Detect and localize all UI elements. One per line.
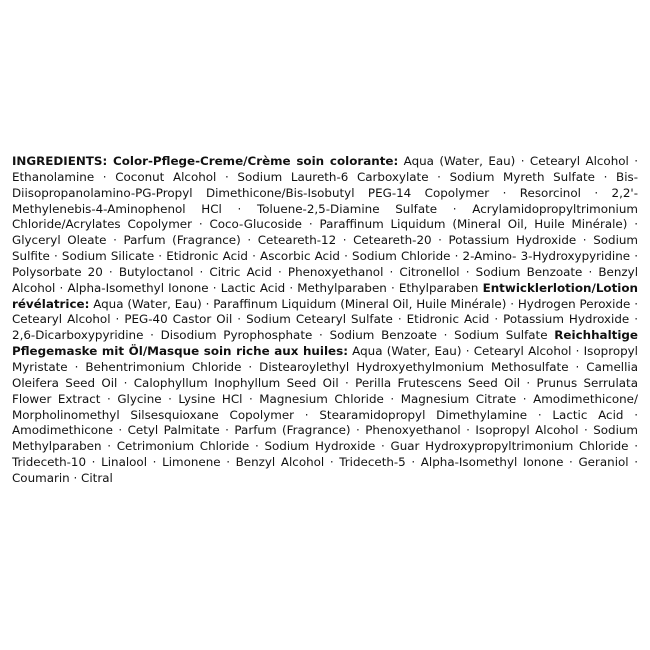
developer-lotion-heading: Entwicklerlotion/Lotion révélatrice:	[12, 280, 638, 311]
care-mask-heading: Reichhaltige Pflegemaske mit Öl/Masque soin riche aux huiles:	[12, 328, 638, 359]
ingredients-text	[12, 154, 638, 487]
developer-lotion-ingredients: Aqua (Water, Eau) · Paraffinum Liquidum (Mineral Oil, Huile Minérale) · Hydrogen Peroxide · Cetearyl Alcohol · PEG-40 Castor Oil · Sodium Cetearyl Sulfate · Etidronic Acid · Potassium Hydroxide · 2,6-Dicarboxypyridine · Disodium Pyrophosphate · Sodium Benzoate · Sodium Sulfate	[12, 296, 638, 343]
ingredients-heading: INGREDIENTS: Color-Pflege-Creme/Crème soin colorante:	[12, 154, 399, 168]
care-mask-ingredients: Aqua (Water, Eau) · Cetearyl Alcohol · Isopropyl Myristate · Behentrimonium Chloride · Distearoylethyl Hydroxyethylmonium Methosulfate · Camellia Oleifera Seed Oil · Calophyllum Inophyllum Seed Oil · Perilla Frutescens Seed Oil · Prunus Serrulata Flower Extract · Glycine · Lysine HCl · Magnesium Chloride · Magnesium Citrate · Amodimethicone/ Morpholinomethyl Silsesquioxane Copolymer · Stearamidopropyl Dimethylamine · Lactic Acid · Amodimethicone · Cetyl Palmitate · Parfum (Fragrance) · Phenoxyethanol · Isopropyl Alcohol · Sodium Methylparaben · Cetrimonium Chloride · Sodium Hydroxide · Guar Hydroxypropyltrimonium Chloride · Trideceth-10 · Linalool · Limonene · Benzyl Alcohol · Trideceth-5 · Alpha-Isomethyl Ionone · Geraniol · Coumarin · Citral	[12, 344, 638, 485]
color-cream-ingredients: Aqua (Water, Eau) · Cetearyl Alcohol · Ethanolamine · Coconut Alcohol · Sodium Laureth-6 Carboxylate · Sodium Myreth Sulfate · Bis-Diisopropanolamino-PG-Propyl Dimethicone/Bis-Isobutyl PEG-14 Copolymer · Resorcinol · 2,2'-Methylenebis-4-Aminophenol HCl · Toluene-2,5-Diamine Sulfate · Acrylamidopropyltrimonium Chloride/Acrylates Copolymer · Coco-Glucoside · Paraffinum Liquidum (Mineral Oil, Huile Minérale) · Glyceryl Oleate · Parfum (Fragrance) · Ceteareth-12 · Ceteareth-20 · Potassium Hydroxide · Sodium Sulfite · Sodium Silicate · Etidronic Acid · Ascorbic Acid · Sodium Chloride · 2-Amino- 3-Hydroxypyridine · Polysorbate 20 · Butyloctanol · Citric Acid · Phenoxyethanol · Citronellol · Sodium Benzoate · Benzyl Alcohol · Alpha-Isomethyl Ionone · Lactic Acid · Methylparaben · Ethylparaben	[12, 154, 638, 295]
